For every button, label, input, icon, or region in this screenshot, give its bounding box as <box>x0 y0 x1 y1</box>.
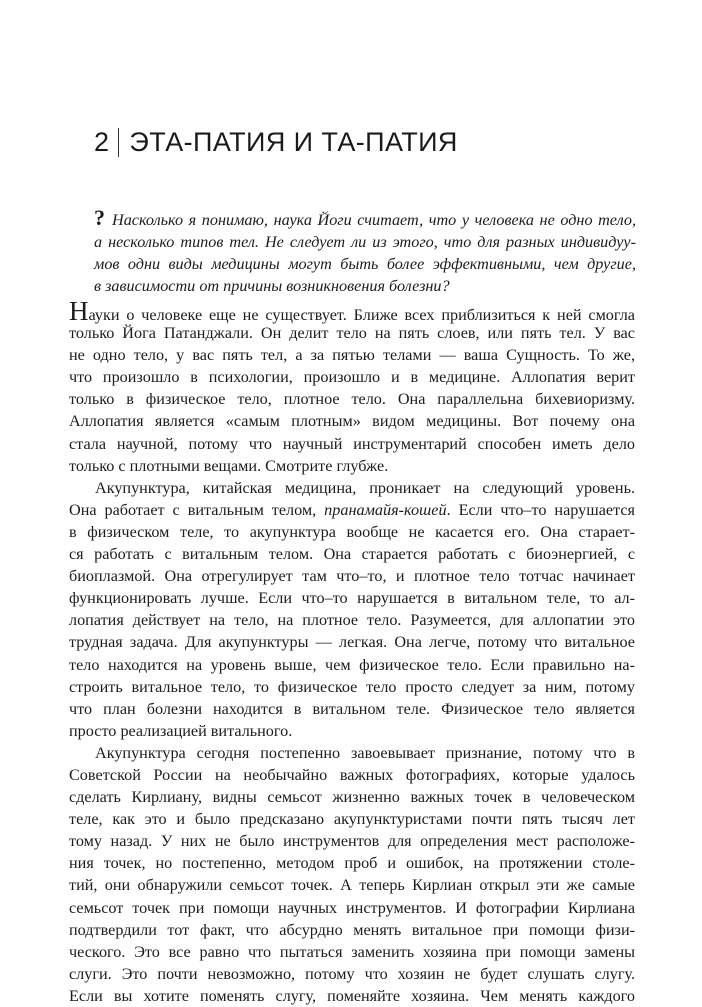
chapter-title: ЭТА-ПАТИЯ И ТА-ПАТИЯ <box>129 127 458 157</box>
chapter-number: 2 <box>94 127 110 157</box>
question-block <box>94 207 636 297</box>
text-line: только в физическое тело, плотное тело. Она параллельна бихевиоризму. <box>69 390 635 409</box>
text-line: в физическом теле, то акупунктура вообще не касается его. Она старает- <box>69 522 635 541</box>
text-line: не одно тело, у вас пять тел, а за пятью телами — ваша Сущность. То же, <box>69 346 635 365</box>
text-line: Если вы хотите поменять слугу, поменяйте хозяина. Чем менять каждого <box>69 986 635 1005</box>
text-line: только Йога Патанджали. Он делит тело на пять слоев, или пять тел. У вас <box>69 324 635 343</box>
text-line: Аллопатия является «самым плотным» видом медицины. Вот почему она <box>69 412 635 431</box>
text-line: ческого. Это все равно что пытаться заменить хозяина при помощи замены <box>69 942 635 961</box>
italic-term: пранамайя-кошей <box>324 500 447 519</box>
text-line: Советской России на необычайно важных фотографиях, которые удалось <box>69 765 635 784</box>
text-line: сделать Кирлиану, видны семьсот жизненно важных точек в человеческом <box>69 788 635 807</box>
chapter-divider <box>118 128 119 157</box>
text-line: лопатия действует на тело, на плотное тело. Разумеется, для аллопатии это <box>69 611 635 630</box>
text-line: Она работает с витальным телом, пранамайя-кошей. Если что–то нарушается <box>69 500 635 519</box>
text-line: тому назад. У них не было инструментов для определения мест расположе- <box>69 832 635 851</box>
text-line: функционировать лучше. Если что–то нарушается в витальном теле, то ал- <box>69 589 635 608</box>
question-line: а несколько типов тел. Не следует ли из этого, что для разных индивидуу- <box>94 233 636 251</box>
text-line: просто реализацией витального. <box>69 721 293 740</box>
question-line: ? Насколько я понимаю, наука Йоги считает, что у человека не одно тело, <box>94 205 636 230</box>
text-line: теле, как это и было предсказано акупунктуристами почти пять тысяч лет <box>69 810 635 829</box>
text-line: тело находится на уровень выше, чем физическое тело. Если правильно на- <box>69 655 635 674</box>
text-line: тий, они обнаружили семьсот точек. А теперь Кирлиан открыл эти же самые <box>69 876 635 895</box>
text-line: подтвердили тот факт, что абсурдно менять витальное при помощи физи- <box>69 920 635 939</box>
text-line: ся работать с витальным телом. Она старается работать с биоэнергией, с <box>69 545 635 564</box>
text-line: Акупунктура сегодня постепенно завоевывает признание, потому что в <box>95 743 635 762</box>
text-line: биоплазмой. Она отрегулирует там что–то, и плотное тело тотчас начинает <box>69 567 635 586</box>
text-line: трудная задача. Для акупунктуры — легкая. Она легче, потому что витальное <box>69 633 635 652</box>
text-line: что произошло в психологии, произошло и в медицине. Аллопатия верит <box>69 368 635 387</box>
drop-cap: Н <box>69 296 89 326</box>
question-mark: ? <box>94 205 105 230</box>
text-line: семьсот точек при помощи научных инструментов. И фотографии Кирлиана <box>69 898 635 917</box>
body-text <box>69 296 635 1007</box>
text-line: ния точек, но постепенно, методом проб и ошибок, на протяжении столе- <box>69 854 635 873</box>
text-line: строить витальное тело, то физическое тело просто следует за ним, потому <box>69 677 635 696</box>
text-line: Акупунктура, китайская медицина, проникает на следующий уровень. <box>95 478 635 497</box>
text-line: только с плотными вещами. Смотрите глубже. <box>69 456 389 475</box>
question-line: мов одни виды медицины могут быть более эффективными, чем другие, <box>94 255 636 273</box>
text-line: Науки о человеке еще не существует. Ближе всех приблизиться к ней смогла <box>69 296 635 326</box>
text-line: что план болезни находится в витальном теле. Физическое тело является <box>69 699 635 718</box>
text-line: слуги. Это почти невозможно, потому что хозяин не будет слушать слугу. <box>69 964 635 983</box>
text-line: стала научной, потому что научный инструментарий способен иметь дело <box>69 434 635 453</box>
chapter-heading <box>94 127 458 158</box>
question-line: в зависимости от причины возникновения болезни? <box>94 277 450 295</box>
